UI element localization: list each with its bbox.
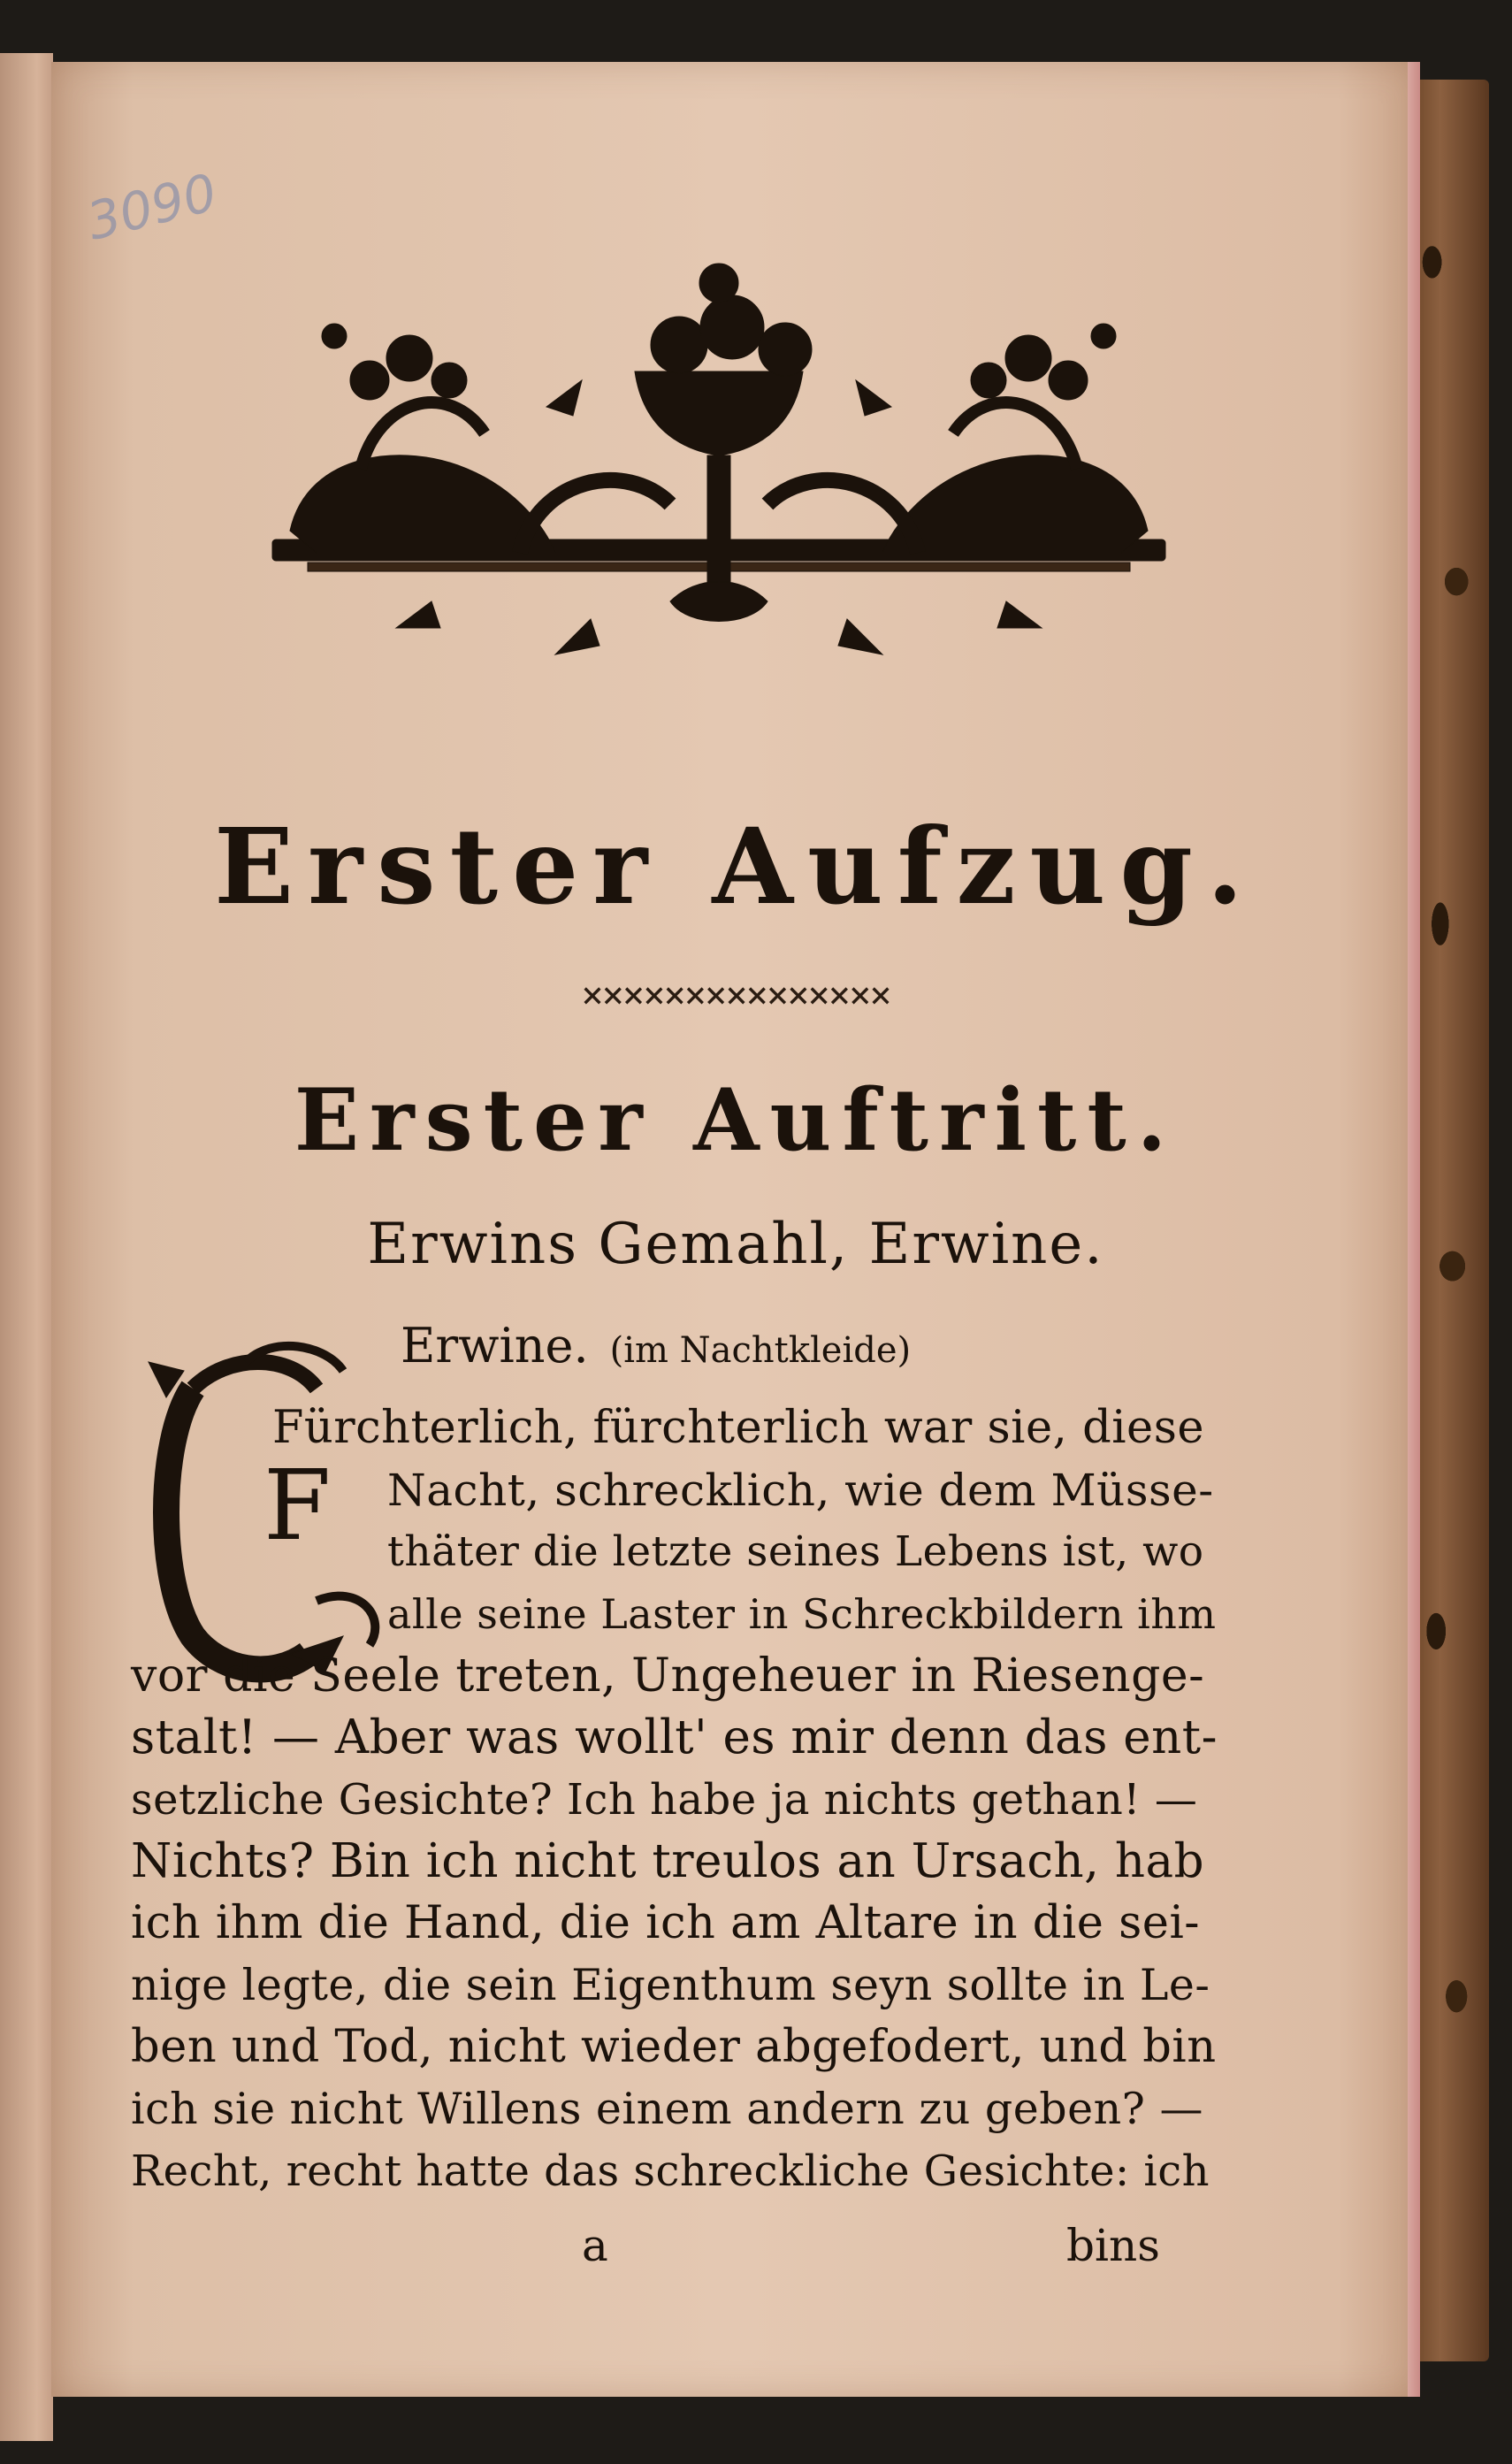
dropcap-letter: F [263, 1449, 332, 1562]
act-heading: Erster Aufzug. [214, 805, 1257, 928]
text-line: alle seine Laster in Schreckbildern ihm [387, 1590, 1217, 1638]
text-line: ich sie nicht Willens einem andern zu geben? — [131, 2084, 1203, 2134]
ornamental-headpiece [255, 248, 1183, 708]
decorated-initial [140, 1335, 405, 1689]
text-line: ben und Tod, nicht wieder abgefodert, und bin [131, 2021, 1217, 2073]
inventory-mark: 3090 [80, 162, 223, 252]
speaker-line [401, 1318, 911, 1374]
text-line: ich ihm die Hand, die ich am Altare in die sei- [131, 1897, 1201, 1949]
text-line: thäter die letzte seines Lebens ist, wo [387, 1527, 1204, 1576]
text-line: Nichts? Bin ich nicht treulos an Ursach, hab [131, 1834, 1205, 1888]
text-line: stalt! — Aber was wollt' es mir denn das ent- [131, 1710, 1218, 1764]
character-list: Erwins Gemahl, Erwine. [367, 1212, 1104, 1277]
ornamental-rule: ××××××××××××××× [581, 973, 890, 1016]
scene-heading: Erster Auftritt. [294, 1070, 1178, 1170]
catchword: bins [1066, 2220, 1160, 2271]
signature-mark: a [582, 2220, 608, 2271]
text-line: Recht, recht hatte das schreckliche Gesichte: ich [131, 2146, 1210, 2196]
text-line: setzliche Gesichte? Ich habe ja nichts gethan! — [131, 1775, 1198, 1825]
facing-page-edge [0, 53, 53, 2441]
text-line: vor die Seele treten, Ungeheuer in Riesenge- [131, 1649, 1205, 1703]
text-line: nige legte, die sein Eigenthum seyn sollte in Le- [131, 1960, 1210, 2010]
stage-direction: (im Nachtkleide) [609, 1330, 912, 1371]
text-line: Nacht, schrecklich, wie dem Müsse- [387, 1465, 1214, 1516]
book-page [51, 62, 1420, 2397]
speaker-name: Erwine. [401, 1318, 589, 1374]
text-line: Fürchterlich, fürchterlich war sie, diese [272, 1402, 1205, 1454]
